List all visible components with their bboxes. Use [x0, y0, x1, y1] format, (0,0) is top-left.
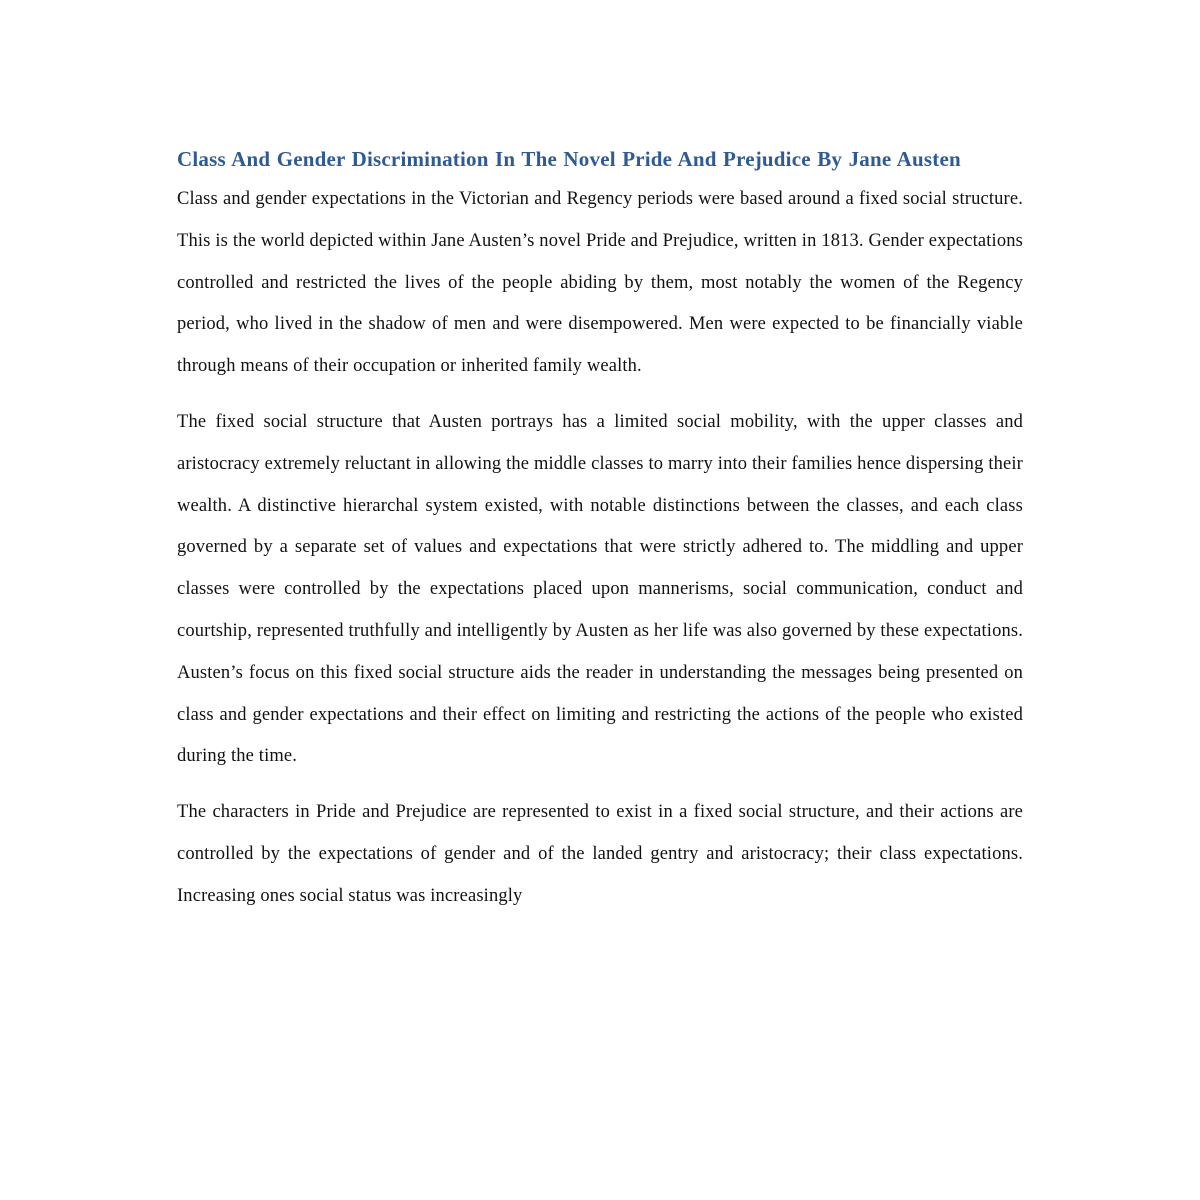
- paragraph-1: Class and gender expectations in the Victorian and Regency periods were based around a fixed social structure. This is the world depicted within Jane Austen’s novel Pride and Prejudice, written in 1813. Gender expectations controlled and restricted the lives of the people abiding by them, most notably the women of the Regency period, who lived in the shadow of men and were disempowered. Men were expected to be financially viable through means of their occupation or inherited family wealth.: [177, 189, 1023, 377]
- document-body: [177, 135, 1023, 918]
- paragraph-3: The characters in Pride and Prejudice are represented to exist in a fixed social structure, and their actions are controlled by the expectations of gender and of the landed gentry and aristocracy; their class expectations. Increasing ones social status was increasingly: [177, 802, 1023, 906]
- paragraph-2: The fixed social structure that Austen portrays has a limited social mobility, with the upper classes and aristocracy extremely reluctant in allowing the middle classes to marry into their families hence dispersing their wealth. A distinctive hierarchal system existed, with notable distinctions between the classes, and each class governed by a separate set of values and expectations that were strictly adhered to. The middling and upper classes were controlled by the expectations placed upon mannerisms, social communication, conduct and courtship, represented truthfully and intelligently by Austen as her life was also governed by these expectations. Austen’s focus on this fixed social structure aids the reader in understanding the messages being presented on class and gender expectations and their effect on limiting and restricting the actions of the people who existed during the time.: [177, 411, 1023, 767]
- document-title: Class And Gender Discrimination In The Novel Pride And Prejudice By Jane Austen: [177, 147, 961, 171]
